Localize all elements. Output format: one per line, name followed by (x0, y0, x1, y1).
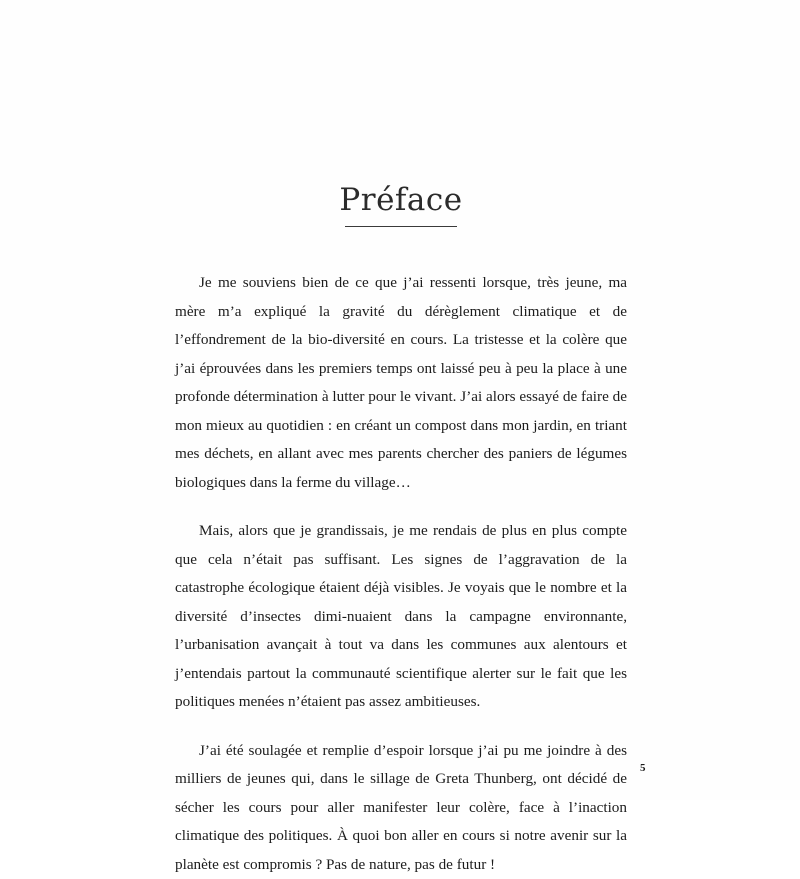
page-title: Préface (339, 182, 463, 218)
paragraph: J’ai été soulagée et remplie d’espoir lorsque j’ai pu me joindre à des milliers de jeunes qui, dans le sillage de Greta Thunberg, ont décidé de sécher les cours pour aller manifester leur colère, face à l’inaction climatique des politiques. À quoi bon aller en cours si notre avenir sur la planète est compromis ? Pas de nature, pas de futur ! (175, 741, 627, 873)
paragraph: Mais, alors que je grandissais, je me rendais de plus en plus compte que cela n’était pas suffisant. Les signes de l’aggravation de la catastrophe écologique étaient déjà visibles. Je voyais que le nombre et la diversité d’insectes dimi-nuaient dans la campagne environnante, l’urbanisation avançait à tout va dans les communes aux alentours et j’entendais partout la communauté scientifique alerter sur le fait que les politiques menées n’étaient pas assez ambitieuses. (175, 522, 627, 711)
title-underline-divider (345, 226, 457, 227)
body-text (175, 269, 627, 879)
paragraph: Je me souviens bien de ce que j’ai ressenti lorsque, très jeune, ma mère m’a expliqué la gravité du dérèglement climatique et de l’effondrement de la bio-diversité en cours. La tristesse et la colère que j’ai éprouvées dans les premiers temps ont laissé peu à peu la place à une profonde détermination à lutter pour le vivant. J’ai alors essayé de faire de mon mieux au quotidien : en créant un compost dans mon jardin, en triant mes déchets, en allant avec mes parents chercher des paniers de légumes biologiques dans la ferme du village… (175, 274, 627, 491)
page-number: 5 (640, 762, 646, 774)
page-content (175, 0, 627, 873)
